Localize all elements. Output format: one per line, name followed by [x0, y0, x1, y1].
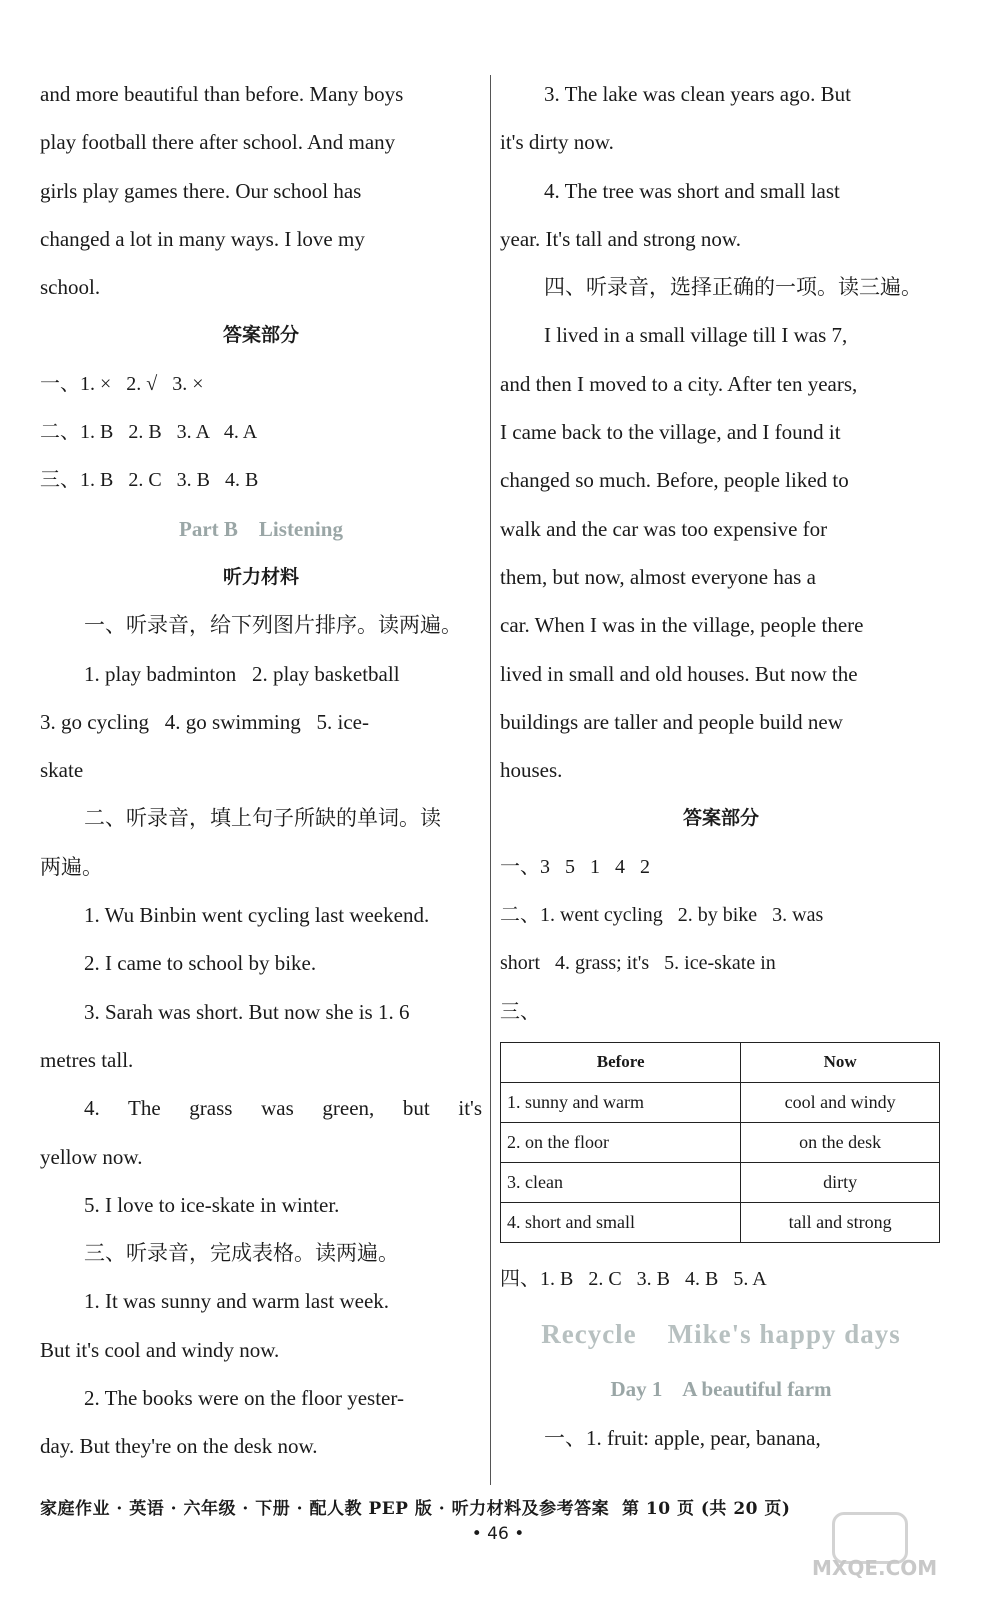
section-3-item: 4. The tree was short and small last: [544, 178, 840, 203]
table-cell: 1. sunny and warm: [501, 1082, 741, 1122]
table-cell: 3. clean: [501, 1162, 741, 1202]
table-cell: tall and strong: [741, 1202, 940, 1242]
table-row: [501, 1202, 940, 1242]
table-cell: 4. short and small: [501, 1202, 741, 1242]
table-cell: dirty: [741, 1162, 940, 1202]
section-2-item: yellow now.: [40, 1144, 143, 1169]
answer-line-2: 二、1. went cycling 2. by bike 3. was: [500, 904, 824, 927]
section-2-title: 二、听录音，填上句子所缺的单词。读: [84, 806, 441, 831]
recycle-heading: Recycle Mike's happy days: [541, 1319, 901, 1350]
answer-heading: 答案部分: [222, 324, 299, 347]
section-2-item: metres tall.: [40, 1047, 134, 1072]
intro-line: girls play games there. Our school has: [40, 178, 362, 203]
answer-line-1: 一、1. × 2. √ 3. ×: [40, 372, 204, 395]
section-3-item: 2. The books were on the floor yester-: [84, 1386, 404, 1411]
section-4-title: 四、听录音，选择正确的一项。读三遍。: [544, 275, 922, 300]
section-2-item: 2. I came to school by bike.: [84, 951, 317, 976]
table-cell: 2. on the floor: [501, 1122, 741, 1162]
section-2-title: 两遍。: [40, 854, 103, 879]
day1-line: 一、1. fruit: apple, pear, banana,: [544, 1425, 821, 1450]
section-3-item: day. But they're on the desk now.: [40, 1434, 318, 1459]
section-3-item: 3. The lake was clean years ago. But: [544, 82, 851, 106]
left-column: [40, 70, 482, 1471]
page-number: • 46 •: [471, 1524, 525, 1544]
section-1-title: 一、听录音，给下列图片排序。读两遍。: [84, 613, 462, 638]
page-footer: 家庭作业 · 英语 · 六年级 · 下册 · 配人教 PEP 版 · 听力材料及参考答案 第 10 页 (共 20 页): [40, 1499, 791, 1519]
passage-line: changed so much. Before, people liked to: [500, 468, 849, 493]
answer-table: [500, 1042, 940, 1243]
section-2-item: 3. Sarah was short. But now she is 1. 6: [84, 999, 410, 1024]
section-3-title: 三、听录音，完成表格。读两遍。: [84, 1241, 399, 1266]
table-header: Before: [501, 1042, 741, 1082]
watermark: [812, 1512, 982, 1582]
table-header: Now: [741, 1042, 940, 1082]
passage-line: car. When I was in the village, people there: [500, 613, 864, 638]
answer-line-2: 二、1. B 2. B 3. A 4. A: [40, 421, 258, 444]
section-3-item: it's dirty now.: [500, 130, 614, 155]
table-cell: cool and windy: [741, 1082, 940, 1122]
listening-heading: 听力材料: [222, 565, 299, 588]
passage-line: lived in small and old houses. But now the: [500, 661, 858, 686]
answer-line-3: 三、1. B 2. C 3. B 4. B: [40, 469, 259, 492]
section-2-item: 1. Wu Binbin went cycling last weekend.: [84, 903, 430, 928]
passage-line: houses.: [500, 758, 563, 783]
section-2-item: 4. The grass was green, but it's: [84, 1096, 482, 1121]
answer-line-1: 一、3 5 1 4 2: [500, 855, 650, 878]
intro-line: and more beautiful than before. Many boys: [40, 82, 404, 106]
section-2-item: 5. I love to ice-skate in winter.: [84, 1192, 340, 1217]
section-3-item: But it's cool and windy now.: [40, 1337, 280, 1362]
passage-line: and then I moved to a city. After ten years,: [500, 371, 858, 396]
column-divider: [490, 75, 491, 1485]
answer-heading: 答案部分: [682, 807, 759, 830]
intro-line: school.: [40, 275, 101, 300]
answer-line-4: 四、1. B 2. C 3. B 4. B 5. A: [500, 1267, 767, 1290]
table-row: [501, 1082, 940, 1122]
table-row: [501, 1162, 940, 1202]
intro-line: play football there after school. And many: [40, 130, 396, 155]
section-1-line: 3. go cycling 4. go swimming 5. ice-: [40, 709, 369, 734]
passage-line: them, but now, almost everyone has a: [500, 564, 816, 589]
watermark-text: MXQE.COM: [812, 1556, 938, 1580]
right-column: [500, 70, 942, 1462]
passage-line: I lived in a small village till I was 7,: [544, 323, 848, 348]
day1-heading: Day 1 A beautiful farm: [610, 1377, 832, 1402]
section-3-item: 1. It was sunny and warm last week.: [84, 1289, 390, 1314]
passage-line: walk and the car was too expensive for: [500, 516, 828, 541]
table-cell: on the desk: [741, 1122, 940, 1162]
intro-line: changed a lot in many ways. I love my: [40, 226, 365, 251]
section-1-line: 1. play badminton 2. play basketball: [84, 661, 400, 686]
section-3-item: year. It's tall and strong now.: [500, 226, 741, 251]
answer-line-2: short 4. grass; it's 5. ice-skate in: [500, 952, 776, 975]
table-row: [501, 1122, 940, 1162]
answer-line-3: 三、: [500, 1000, 540, 1023]
section-1-line: skate: [40, 758, 84, 783]
table-header-row: [501, 1042, 940, 1082]
passage-line: I came back to the village, and I found it: [500, 420, 841, 445]
passage-line: buildings are taller and people build new: [500, 709, 843, 734]
part-b-heading: Part B Listening: [179, 516, 343, 541]
